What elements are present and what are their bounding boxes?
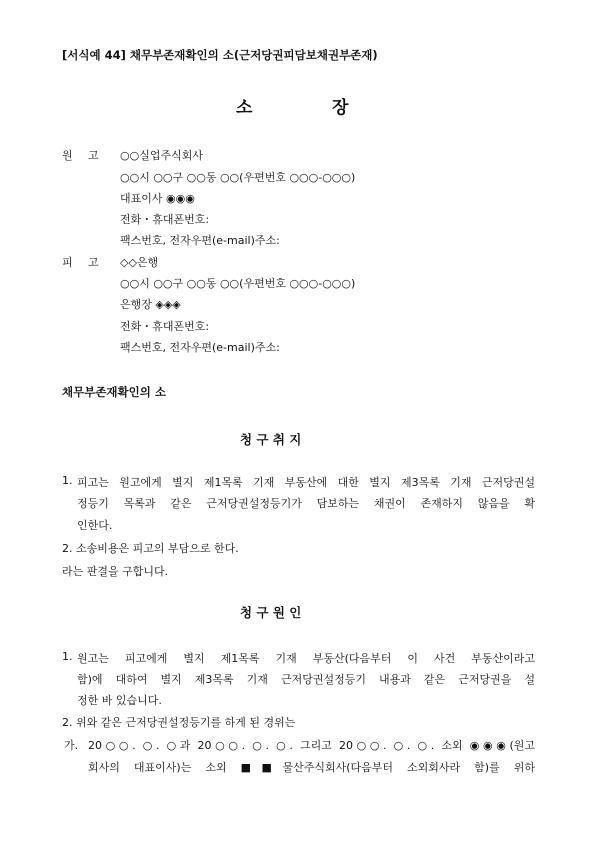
doc-title-right: 장 bbox=[332, 98, 349, 118]
claim-cause-title: 청 구 원 인 bbox=[240, 605, 302, 620]
purpose-item1-line2: 정등기 목록과 같은 근저당권설정등기가 담보하는 채권이 존재하지 않음을 확 bbox=[77, 497, 535, 510]
plaintiff-fax-email: 팩스번호, 전자우편(e-mail)주소: bbox=[120, 234, 280, 247]
plaintiff-representative: 대표이사 ◉◉◉ bbox=[120, 192, 195, 205]
cause-item3-number: 가. bbox=[64, 739, 79, 752]
plaintiff-name: ○○실업주식회사 bbox=[120, 149, 203, 162]
claim-purpose-title: 청 구 취 지 bbox=[240, 432, 302, 447]
cause-item2: 2. 위와 같은 근저당권설정등기를 하게 된 경위는 bbox=[62, 716, 296, 729]
plaintiff-label-a: 원 bbox=[62, 149, 73, 162]
cause-item1-line1: 원고는 피고에게 별지 제1목록 기재 부동산(다음부터 이 사건 부동산이라고 bbox=[77, 652, 535, 665]
defendant-fax-email: 팩스번호, 전자우편(e-mail)주소: bbox=[120, 341, 280, 354]
plaintiff-address: ○○시 ○○구 ○○동 ○○(우편번호 ○○○-○○○) bbox=[120, 171, 356, 184]
defendant-label-a: 피 bbox=[62, 256, 73, 269]
doc-title-left: 소 bbox=[236, 98, 253, 118]
cause-item1-number: 1. bbox=[62, 650, 73, 663]
form-title: [서식예 44] 채무부존재확인의 소(근저당권피담보채권부존재) bbox=[62, 48, 378, 62]
purpose-item2: 2. 소송비용은 피고의 부담으로 한다. bbox=[62, 542, 239, 555]
purpose-closing: 라는 판결을 구합니다. bbox=[62, 565, 169, 578]
cause-item1-line2: 함)에 대하여 별지 제3목록 기재 근저당권설정등기 내용과 같은 근저당권을 설 bbox=[77, 673, 535, 686]
case-name: 채무부존재확인의 소 bbox=[62, 385, 166, 399]
purpose-item1-number: 1. bbox=[62, 474, 73, 487]
cause-item3-line1: 20○○. ○. ○과 20○○. ○. ○. 그리고 20○○. ○. ○. 소외 ◉◉◉(원고 bbox=[88, 739, 535, 752]
defendant-name: ◇◇은행 bbox=[120, 256, 159, 269]
purpose-item1-line3: 인한다. bbox=[77, 519, 113, 532]
cause-item3-line2: 회사의 대표이사)는 소외 ■■물산주식회사(다음부터 소외회사라 함)를 위하 bbox=[88, 761, 535, 774]
defendant-representative: 은행장 ◈◈◈ bbox=[120, 298, 181, 311]
defendant-label-b: 고 bbox=[88, 256, 99, 269]
plaintiff-phone: 전화・휴대폰번호: bbox=[120, 213, 210, 226]
plaintiff-label-b: 고 bbox=[88, 149, 99, 162]
defendant-phone: 전화・휴대폰번호: bbox=[120, 320, 210, 333]
cause-item1-line3: 정한 바 있습니다. bbox=[77, 694, 162, 707]
defendant-address: ○○시 ○○구 ○○동 ○○(우편번호 ○○○-○○○) bbox=[120, 277, 356, 290]
purpose-item1-line1: 피고는 원고에게 별지 제1목록 기재 부동산에 대한 별지 제3목록 기재 근저당권설 bbox=[77, 476, 535, 489]
